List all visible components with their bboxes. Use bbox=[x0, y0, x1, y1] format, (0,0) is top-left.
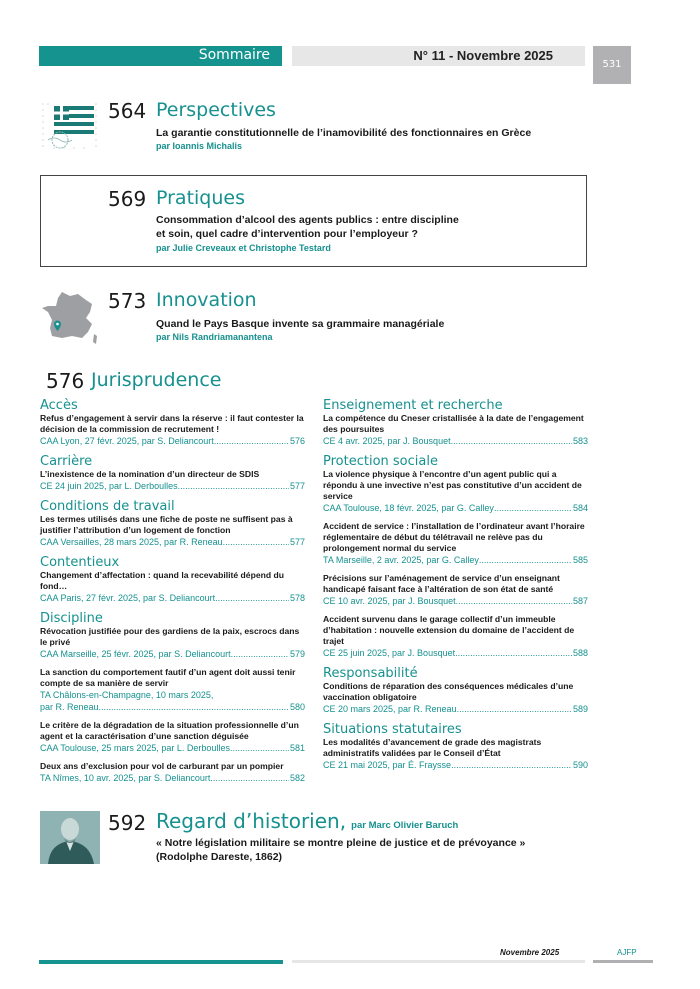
entry-ref-text: CE 4 avr. 2025, par J. Bousquet bbox=[323, 436, 451, 446]
list-item[interactable] bbox=[40, 720, 305, 754]
leader-dots bbox=[210, 772, 289, 784]
leader-dots bbox=[494, 502, 572, 514]
entry-page: 578 bbox=[289, 593, 305, 603]
leader-dots bbox=[451, 759, 572, 771]
historian-page: 592 bbox=[108, 811, 147, 835]
category-title: Carrière bbox=[40, 454, 93, 469]
category-title: Conditions de travail bbox=[40, 499, 175, 514]
entry-title: La compétence du Cneser cristallisée à la date de l’engagement des poursuites bbox=[323, 413, 584, 434]
category-responsabilite bbox=[323, 666, 588, 715]
entry-title: Deux ans d’exclusion pour vol de carburant par un pompier bbox=[40, 761, 284, 771]
historian-quote[interactable]: « Notre législation militaire se montre pleine de justice et de prévoyance » bbox=[156, 837, 526, 849]
leader-dots bbox=[215, 592, 289, 604]
leader-dots bbox=[455, 647, 572, 659]
entry-ref-text: CAA Toulouse, 25 mars 2025, par L. Derboulles bbox=[40, 743, 230, 753]
list-item[interactable] bbox=[323, 614, 588, 659]
issue-label: N° 11 - Novembre 2025 bbox=[413, 48, 553, 63]
entry-ref-text: TA Châlons-en-Champagne, 10 mars 2025, bbox=[40, 690, 214, 700]
entry-ref bbox=[40, 648, 305, 660]
greece-flag-stamp-icon bbox=[40, 100, 100, 152]
historian-author: par Marc Olivier Baruch bbox=[351, 820, 459, 831]
leader-dots bbox=[230, 742, 289, 754]
entry-title: La violence physique à l’encontre d’un agent public qui a répondu à une invective n’est pas constitutive d’un accident de service bbox=[323, 469, 582, 501]
perspectives-text[interactable]: La garantie constitutionnelle de l’inamovibilité des fonctionnaires en Grèce bbox=[156, 127, 532, 139]
entry-ref bbox=[40, 742, 305, 754]
category-situations-statutaires bbox=[323, 722, 588, 771]
entry-ref bbox=[323, 647, 588, 659]
category-title: Accès bbox=[40, 398, 78, 413]
entry-ref bbox=[323, 435, 588, 447]
jurisprudence-title[interactable]: Jurisprudence bbox=[91, 369, 222, 391]
entry-page: 577 bbox=[289, 481, 305, 491]
innovation-author: par Nils Randriamanantena bbox=[156, 332, 273, 342]
footer-brand: AJFP bbox=[617, 948, 637, 957]
historian-title[interactable]: Regard d’historien, bbox=[156, 809, 347, 833]
entry-ref-text: TA Nîmes, 10 avr. 2025, par S. Deliancourt bbox=[40, 773, 211, 783]
category-title: Responsabilité bbox=[323, 666, 418, 681]
list-item[interactable] bbox=[40, 469, 305, 492]
list-item[interactable] bbox=[40, 761, 305, 784]
category-title: Enseignement et recherche bbox=[323, 398, 503, 413]
entry-ref-text: CAA Marseille, 25 févr. 2025, par S. Deliancourt bbox=[40, 649, 231, 659]
entry-title: L’inexistence de la nomination d’un directeur de SDIS bbox=[40, 469, 260, 479]
entry-page: 584 bbox=[572, 503, 588, 513]
category-protection-sociale bbox=[323, 454, 588, 659]
historian-heading bbox=[156, 809, 458, 833]
pratiques-author: par Julie Creveaux et Christophe Testard bbox=[156, 243, 331, 253]
entry-page: 590 bbox=[572, 760, 588, 770]
entry-page: 580 bbox=[289, 702, 305, 712]
entry-page: 587 bbox=[572, 596, 588, 606]
list-item[interactable] bbox=[323, 737, 588, 771]
entry-page: 589 bbox=[572, 704, 588, 714]
entry-title: Le critère de la dégradation de la situation professionnelle d’un agent et la caractérisation d’une sanction déguisée bbox=[40, 720, 299, 741]
leader-dots bbox=[223, 536, 289, 548]
category-title: Discipline bbox=[40, 611, 103, 626]
entry-page: 582 bbox=[289, 773, 305, 783]
leader-dots bbox=[214, 435, 289, 447]
entry-ref bbox=[323, 502, 588, 514]
footer-teal-bar bbox=[39, 960, 283, 964]
entry-page: 579 bbox=[289, 649, 305, 659]
list-item[interactable] bbox=[40, 667, 305, 713]
leader-dots bbox=[231, 648, 289, 660]
entry-page: 588 bbox=[572, 648, 588, 658]
entry-ref-text: CE 10 avr. 2025, par J. Bousquet bbox=[323, 596, 456, 606]
category-title: Protection sociale bbox=[323, 454, 438, 469]
category-carriere bbox=[40, 454, 305, 492]
entry-title: Précisions sur l’aménagement de service d’un enseignant handicapé faisant face à l’altération de son état de santé bbox=[323, 573, 560, 594]
entry-title: Refus d’engagement à servir dans la réserve : il faut contester la décision de la commission de recrutement ! bbox=[40, 413, 304, 434]
entry-ref bbox=[40, 772, 305, 784]
innovation-text[interactable]: Quand le Pays Basque invente sa grammaire managériale bbox=[156, 318, 445, 330]
france-map-pin-icon bbox=[40, 290, 100, 348]
leader-dots bbox=[456, 595, 572, 607]
page-number: 531 bbox=[602, 59, 622, 70]
entry-title: Accident de service : l’installation de l’ordinateur avant l’horaire réglementaire de début du télétravail ne relève pas du prolongement normal du service bbox=[323, 521, 585, 553]
category-title: Contentieux bbox=[40, 555, 120, 570]
entry-ref bbox=[40, 480, 305, 492]
entry-ref-line-1 bbox=[40, 689, 305, 701]
entry-ref bbox=[40, 592, 305, 604]
entry-page: 576 bbox=[289, 436, 305, 446]
leader-dots bbox=[451, 435, 572, 447]
entry-ref-text: par R. Reneau bbox=[40, 702, 99, 712]
innovation-page: 573 bbox=[108, 289, 147, 313]
leader-dots bbox=[479, 554, 572, 566]
entry-ref bbox=[323, 703, 588, 715]
list-item[interactable] bbox=[323, 521, 588, 566]
category-acces bbox=[40, 398, 305, 447]
entry-ref-text: CAA Paris, 27 févr. 2025, par S. Deliancourt bbox=[40, 593, 216, 603]
leader-dots bbox=[99, 701, 289, 713]
footer-date: Novembre 2025 bbox=[500, 948, 560, 957]
historian-source: (Rodolphe Dareste, 1862) bbox=[156, 851, 283, 863]
jurisprudence-right-column bbox=[323, 392, 588, 778]
entry-ref bbox=[40, 435, 305, 447]
entry-title: Les modalités d’avancement de grade des magistrats administratifs validées par le Conseil d’État bbox=[323, 737, 542, 758]
list-item[interactable] bbox=[40, 413, 305, 447]
entry-ref-text: CAA Toulouse, 18 févr. 2025, par G. Calley bbox=[323, 503, 494, 513]
list-item[interactable] bbox=[40, 570, 305, 604]
header-issue-band bbox=[292, 46, 585, 66]
perspectives-title[interactable]: Perspectives bbox=[156, 99, 276, 121]
list-item[interactable] bbox=[323, 681, 588, 715]
entry-ref bbox=[40, 701, 305, 713]
jurisprudence-page: 576 bbox=[46, 369, 85, 393]
pratiques-text-line-2[interactable]: et soin, quel cadre d’intervention pour l’employeur ? bbox=[156, 228, 418, 240]
entry-ref-text: TA Marseille, 2 avr. 2025, par G. Calley bbox=[323, 555, 479, 565]
entry-page: 581 bbox=[289, 743, 305, 753]
footer-grey-bar bbox=[292, 960, 585, 963]
entry-ref bbox=[323, 554, 588, 566]
entry-ref bbox=[323, 759, 588, 771]
entry-page: 583 bbox=[572, 436, 588, 446]
entry-ref bbox=[323, 595, 588, 607]
category-title: Situations statutaires bbox=[323, 722, 462, 737]
list-item[interactable] bbox=[40, 626, 305, 660]
portrait-photo-icon bbox=[40, 811, 100, 864]
leader-dots bbox=[457, 703, 572, 715]
section-label: Sommaire bbox=[198, 47, 270, 63]
category-enseignement-et-recherche bbox=[323, 398, 588, 447]
perspectives-page: 564 bbox=[108, 99, 147, 123]
perspectives-author: par Ioannis Michalis bbox=[156, 141, 243, 151]
footer-page-bar bbox=[593, 960, 653, 963]
list-item[interactable] bbox=[323, 413, 588, 447]
innovation-title[interactable]: Innovation bbox=[156, 289, 257, 311]
list-item[interactable] bbox=[323, 573, 588, 607]
category-discipline bbox=[40, 611, 305, 784]
category-contentieux bbox=[40, 555, 305, 604]
leader-dots bbox=[178, 480, 289, 492]
entry-ref-text: CE 20 mars 2025, par R. Reneau bbox=[323, 704, 457, 714]
entry-ref bbox=[40, 536, 305, 548]
pratiques-page: 569 bbox=[108, 187, 147, 211]
entry-ref-text: CE 24 juin 2025, par L. Derboulles bbox=[40, 481, 178, 491]
list-item[interactable] bbox=[40, 514, 305, 548]
entry-title: Conditions de réparation des conséquences médicales d’une vaccination obligatoire bbox=[323, 681, 574, 702]
category-conditions-de-travail bbox=[40, 499, 305, 548]
entry-title: Les termes utilisés dans une fiche de poste ne suffisent pas à justifier l’attribution d’un logement de fonction bbox=[40, 514, 293, 535]
list-item[interactable] bbox=[323, 469, 588, 514]
entry-ref-text: CE 25 juin 2025, par J. Bousquet bbox=[323, 648, 456, 658]
entry-title: La sanction du comportement fautif d’un agent doit aussi tenir compte de sa manière de servir bbox=[40, 667, 296, 688]
entry-ref-text: CAA Lyon, 27 févr. 2025, par S. Deliancourt bbox=[40, 436, 214, 446]
entry-ref-text: CE 21 mai 2025, par É. Fraysse bbox=[323, 760, 452, 770]
jurisprudence-left-column bbox=[40, 392, 305, 791]
entry-page: 585 bbox=[572, 555, 588, 565]
pratiques-text-line-1[interactable]: Consommation d’alcool des agents publics : entre discipline bbox=[156, 214, 459, 226]
page-number-box bbox=[593, 46, 631, 84]
pratiques-title[interactable]: Pratiques bbox=[156, 187, 245, 209]
entry-ref-text: CAA Versailles, 28 mars 2025, par R. Reneau bbox=[40, 537, 223, 547]
entry-page: 577 bbox=[289, 537, 305, 547]
entry-title: Changement d’affectation : quand la recevabilité dépend du fond… bbox=[40, 570, 285, 591]
entry-title: Accident survenu dans le garage collectif d’un immeuble d’habitation : nouvelle extension du domaine de l’accident de trajet bbox=[323, 614, 575, 646]
header-section-band bbox=[39, 46, 282, 66]
entry-title: Révocation justifiée pour des gardiens de la paix, escrocs dans le privé bbox=[40, 626, 300, 647]
